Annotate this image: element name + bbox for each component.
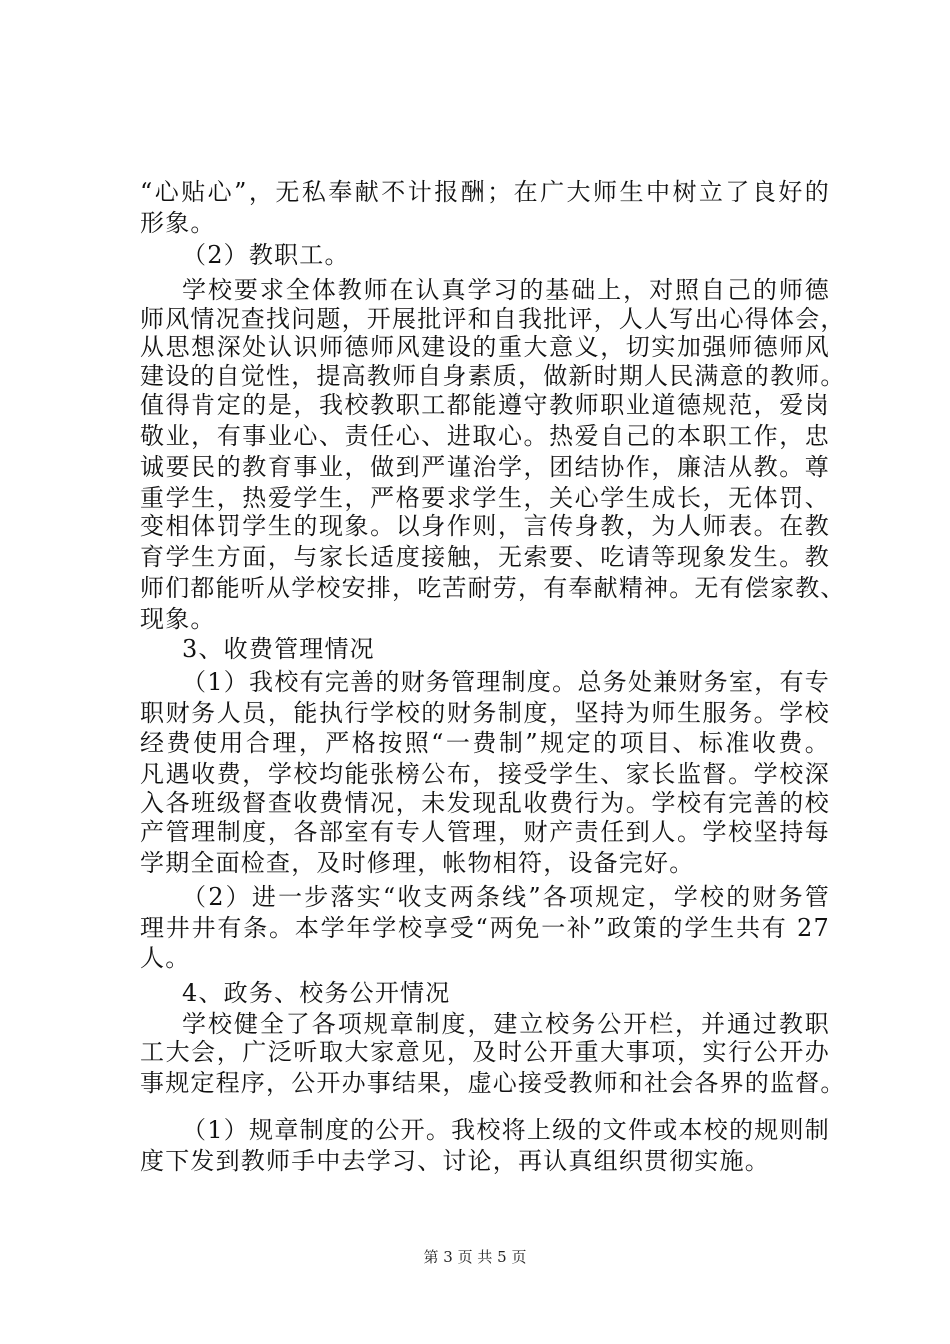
text-line: （2）教职工。 [182,241,350,269]
text-line: 经费使用合理，严格按照“一费制”规定的项目、标准收费。 [140,729,830,757]
text-line: 师们都能听从学校安排，吃苦耐劳，有奉献精神。无有偿家教、 [140,574,846,602]
text-line: 产管理制度，各部室有专人管理，财产责任到人。学校坚持每 [140,818,830,846]
page-footer: 第 3 页 共 5 页 [423,1248,527,1266]
text-line: 建设的自觉性，提高教师自身素质，做新时期人民满意的教师。 [140,362,846,390]
text-line: 工大会，广泛听取大家意见，及时公开重大事项，实行公开办 [140,1038,830,1066]
text-line: 3、收费管理情况 [182,635,375,663]
text-line: 4、政务、校务公开情况 [182,979,451,1007]
text-line: （1）我校有完善的财务管理制度。总务处兼财务室，有专 [182,668,830,696]
text-line: 凡遇收费，学校均能张榜公布，接受学生、家长监督。学校深 [140,760,830,788]
text-line: 值得肯定的是，我校教职工都能遵守教师职业道德规范，爱岗 [140,391,830,419]
text-line: 敬业，有事业心、责任心、进取心。热爱自己的本职工作，忠 [140,422,830,450]
text-line: （2）进一步落实“收支两条线”各项规定，学校的财务管 [182,883,830,911]
text-line: 师风情况查找问题，开展批评和自我批评，人人写出心得体会， [140,305,846,333]
text-line: 学期全面检查，及时修理，帐物相符，设备完好。 [140,849,695,877]
text-line: 诚要民的教育事业，做到严谨治学，团结协作，廉洁从教。尊 [140,453,830,481]
text-line: 事规定程序，公开办事结果，虚心接受教师和社会各界的监督。 [140,1069,846,1097]
text-line: 度下发到教师手中去学习、讨论，再认真组织贯彻实施。 [140,1147,770,1175]
text-line: （1）规章制度的公开。我校将上级的文件或本校的规则制 [182,1116,830,1144]
text-line: 变相体罚学生的现象。以身作则，言传身教，为人师表。在教 [140,512,830,540]
text-line: 职财务人员，能执行学校的财务制度，坚持为师生服务。学校 [140,699,830,727]
text-line: 从思想深处认识师德师风建设的重大意义，切实加强师德师风 [140,333,830,361]
text-line: 学校要求全体教师在认真学习的基础上，对照自己的师德 [182,276,830,304]
text-line: 理井井有条。本学年学校享受“两免一补”政策的学生共有 27 [140,914,830,942]
text-line: 入各班级督查收费情况，未发现乱收费行为。学校有完善的校 [140,789,830,817]
text-line: 重学生，热爱学生，严格要求学生，关心学生成长，无体罚、 [140,484,830,512]
text-line: 育学生方面，与家长适度接触，无索要、吃请等现象发生。教 [140,543,830,571]
text-line: 人。 [140,944,191,972]
text-line: 现象。 [140,605,216,633]
text-line: 学校健全了各项规章制度，建立校务公开栏，并通过教职 [182,1010,830,1038]
text-line: 形象。 [140,209,216,237]
text-line: “心贴心”，无私奉献不计报酬；在广大师生中树立了良好的 [140,178,830,206]
